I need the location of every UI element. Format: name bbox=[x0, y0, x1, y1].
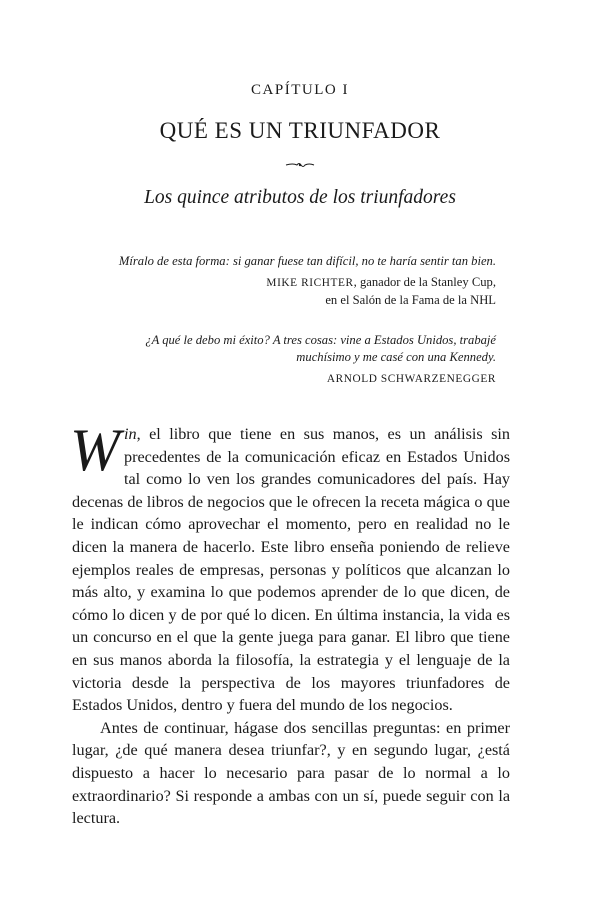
epigraph-author: MIKE RICHTER bbox=[266, 277, 354, 289]
epigraph-detail: , ganador de la Stanley Cup, bbox=[353, 275, 496, 289]
chapter-title: QUÉ ES UN TRIUNFADOR bbox=[159, 118, 441, 143]
body-text bbox=[70, 417, 510, 830]
drop-cap: W bbox=[70, 417, 120, 483]
epigraph-quote-line: ¿A qué le debo mi éxito? A tres cosas: vine a Estados Unidos, trabajé bbox=[145, 333, 496, 347]
epigraph-quote: Míralo de esta forma: si ganar fuese tan difícil, no te haría sentir tan bien. bbox=[118, 254, 496, 268]
paragraph: Antes de continuar, hágase dos sencillas preguntas: en primer lugar, ¿de qué manera desea triunfar?, y en segundo lugar, ¿está dispuesto a hacer lo necesario para pasar de lo normal a lo extraordinario? Si responde a ambas con un sí, puede seguir con la lectura. bbox=[72, 718, 510, 828]
epigraph-quote bbox=[145, 332, 496, 366]
epigraph-attribution bbox=[119, 274, 496, 309]
paragraph-text: , el libro que tiene en sus manos, es un análisis sin precedentes de la comunicación eficaz en Estados Unidos tal como lo ven los grandes comunicadores del país. Hay decenas de libros de negocios que le ofrecen la receta mágica o que le indican cómo aprovechar el momento, pero en realidad no le dicen la manera de hacerlo. Este libro enseña poniendo de relieve ejemplos reales de empresas, personas y políticos que alcanzan lo más alto, y examina lo que podemos aprender de lo que dicen, de cómo lo dicen y de por qué lo dicen. En última instancia, la vida es un concurso en el que la gente juega para ganar. El libro que tiene en sus manos aborda la filosofía, la estrategia y el lenguaje de la victoria desde la perspectiva de los mayores triunfadores de Estados Unidos, dentro y fuera del mundo de los negocios. bbox=[72, 425, 510, 715]
ornament-divider-icon bbox=[285, 160, 315, 170]
chapter-label: CAPÍTULO I bbox=[251, 82, 349, 98]
epigraph-schwarzenegger bbox=[145, 332, 496, 388]
epigraph-richter bbox=[119, 253, 496, 309]
epigraph-author: ARNOLD SCHWARZENEGGER bbox=[326, 373, 496, 385]
epigraph-attribution bbox=[145, 370, 496, 388]
opening-word: in bbox=[123, 425, 137, 443]
paragraph bbox=[70, 417, 510, 717]
epigraph-detail: en el Salón de la Fama de la NHL bbox=[325, 293, 496, 307]
epigraph-quote-line: muchísimo y me casé con una Kennedy. bbox=[296, 350, 496, 364]
chapter-subtitle: Los quince atributos de los triunfadores bbox=[144, 187, 456, 208]
